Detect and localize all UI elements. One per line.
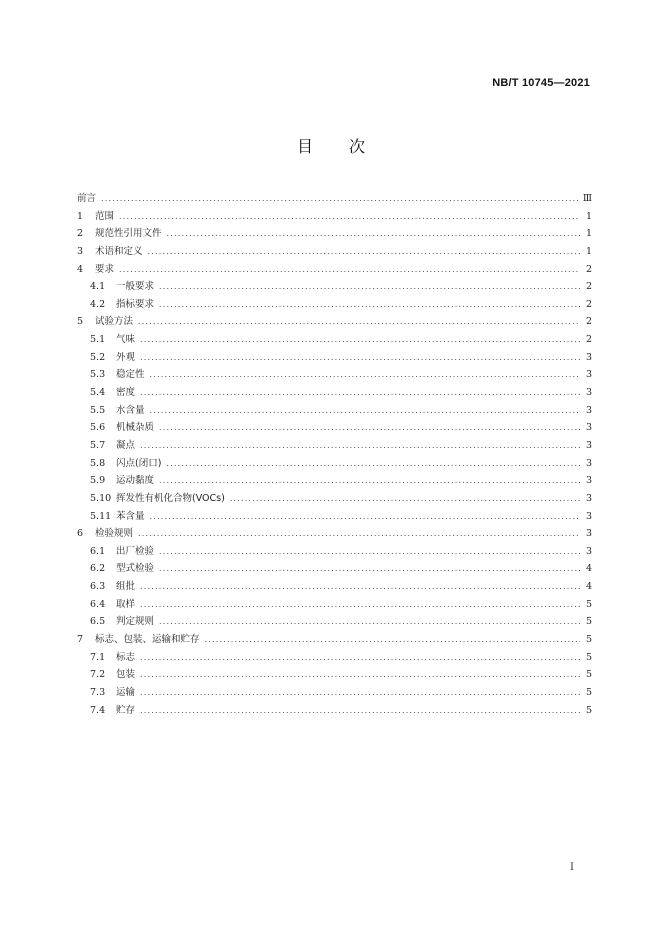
toc-entry[interactable] xyxy=(77,278,592,296)
toc-entry-title: 贮存 xyxy=(116,704,136,716)
toc-entry-title: 运输 xyxy=(116,686,136,698)
toc-dot-leader xyxy=(140,331,580,349)
toc-entry-title: 外观 xyxy=(116,351,136,363)
toc-entry-title: 术语和定义 xyxy=(95,245,143,257)
toc-dot-leader xyxy=(166,455,580,473)
toc-entry-number: 4.1 xyxy=(90,281,106,293)
toc-dot-leader xyxy=(150,402,580,420)
toc-dot-leader xyxy=(167,225,580,243)
toc-entry-number: 7.1 xyxy=(90,651,106,663)
toc-entry-title: 水含量 xyxy=(116,404,145,416)
toc-entry-page: 3 xyxy=(585,351,592,363)
toc-entry-page: 1 xyxy=(585,245,592,257)
toc-dot-leader xyxy=(119,208,580,226)
toc-entry[interactable] xyxy=(77,225,592,243)
toc-entry-number: 6.1 xyxy=(90,545,106,557)
toc-entry[interactable] xyxy=(77,490,592,508)
toc-entry-title: 稳定性 xyxy=(116,369,145,381)
toc-entry-title: 前言 xyxy=(77,193,97,204)
toc-entry[interactable] xyxy=(77,649,592,667)
toc-entry-title: 标志、包装、运输和贮存 xyxy=(95,634,200,646)
toc-dot-leader xyxy=(138,313,580,331)
toc-dot-leader xyxy=(140,384,580,402)
toc-entry[interactable] xyxy=(77,366,592,384)
toc-entry-page: 5 xyxy=(585,634,592,646)
toc-entry[interactable] xyxy=(77,684,592,702)
toc-entry-page: 3 xyxy=(585,404,592,416)
toc-entry-number: 6.2 xyxy=(90,563,106,575)
toc-entry-number: 7.3 xyxy=(90,686,106,698)
toc-entry-page: 3 xyxy=(585,457,592,469)
standard-number: NB/T 10745—2021 xyxy=(492,77,590,89)
toc-entry-number: 5.4 xyxy=(90,387,106,399)
toc-entry-title: 凝点 xyxy=(116,439,136,451)
toc-entry-title: 要求 xyxy=(95,263,115,275)
toc-entry-title: 检验规则 xyxy=(95,528,134,540)
toc-entry-title: 型式检验 xyxy=(116,563,155,575)
toc-entry-number: 2 xyxy=(77,228,84,240)
toc-entry-title: 判定规则 xyxy=(116,616,155,628)
toc-entry-number: 5.7 xyxy=(90,439,106,451)
toc-entry-page: 3 xyxy=(585,510,592,522)
toc-entry-title: 密度 xyxy=(116,387,136,399)
toc-entry-page: 5 xyxy=(585,686,592,698)
toc-entry-number: 5.3 xyxy=(90,369,106,381)
toc-entry-number: 4 xyxy=(77,263,84,275)
toc-dot-leader xyxy=(230,490,580,508)
toc-dot-leader xyxy=(140,349,580,367)
toc-entry[interactable] xyxy=(77,560,592,578)
toc-entry[interactable] xyxy=(77,384,592,402)
toc-entry-number: 3 xyxy=(77,245,84,257)
toc-dot-leader xyxy=(140,666,580,684)
toc-entry-number: 5.1 xyxy=(90,334,106,346)
toc-entry-number: 6.4 xyxy=(90,598,106,610)
toc-entry-title: 苯含量 xyxy=(116,510,145,522)
toc-dot-leader xyxy=(159,543,580,561)
toc-entry[interactable] xyxy=(77,525,592,543)
toc-entry[interactable] xyxy=(77,472,592,490)
toc-entry[interactable] xyxy=(77,508,592,526)
toc-entry-page: 5 xyxy=(585,669,592,681)
toc-entry[interactable] xyxy=(77,578,592,596)
toc-entry-title: 出厂检验 xyxy=(116,545,155,557)
toc-entry-page: 3 xyxy=(585,492,592,504)
toc-entry[interactable] xyxy=(77,455,592,473)
toc-dot-leader xyxy=(159,472,580,490)
toc-entry[interactable] xyxy=(77,331,592,349)
toc-entry-number: 7.4 xyxy=(90,704,106,716)
toc-entry-number: 6.5 xyxy=(90,616,106,628)
toc-entry-title: 标志 xyxy=(116,651,136,663)
toc-entry-title: 一般要求 xyxy=(116,281,155,293)
toc-entry-title: 组批 xyxy=(116,581,136,593)
toc-dot-leader xyxy=(101,190,579,208)
toc-dot-leader xyxy=(150,366,580,384)
toc-entry-page: 3 xyxy=(585,369,592,381)
toc-dot-leader xyxy=(119,261,580,279)
toc-entry-title: 包装 xyxy=(116,669,136,681)
toc-entry-title: 运动黏度 xyxy=(116,475,155,487)
toc-entry[interactable] xyxy=(77,208,592,226)
toc-entry-page: 3 xyxy=(585,387,592,399)
toc-title-char: 目 xyxy=(296,137,313,156)
toc-entry-page: 4 xyxy=(585,581,592,593)
toc-entry-title: 规范性引用文件 xyxy=(95,228,162,240)
toc-entry-page: 2 xyxy=(585,316,592,328)
toc-entry-number: 5.6 xyxy=(90,422,106,434)
toc-entry[interactable] xyxy=(77,313,592,331)
toc-entry-page: 3 xyxy=(585,475,592,487)
toc-dot-leader xyxy=(159,419,580,437)
toc-dot-leader xyxy=(159,560,580,578)
toc-entry-number: 5.11 xyxy=(90,510,112,522)
toc-entry[interactable] xyxy=(77,702,592,720)
toc-dot-leader xyxy=(140,649,580,667)
toc-entry-title: 范围 xyxy=(95,210,115,222)
toc-entry[interactable] xyxy=(77,613,592,631)
toc-entry-page: 5 xyxy=(585,616,592,628)
toc-entry-page: 2 xyxy=(585,263,592,275)
toc-entry-page: 5 xyxy=(585,598,592,610)
toc-entry-page: 3 xyxy=(585,439,592,451)
toc-entry[interactable] xyxy=(77,190,592,208)
toc-entry-number: 1 xyxy=(77,210,84,222)
toc-entry-number: 6.3 xyxy=(90,581,106,593)
toc-dot-leader xyxy=(159,278,580,296)
toc-entry-number: 4.2 xyxy=(90,298,106,310)
toc-dot-leader xyxy=(205,631,580,649)
toc-entry-title: 挥发性有机化合物(VOCs) xyxy=(116,492,225,504)
toc-entry-page: 4 xyxy=(585,563,592,575)
toc-entry-page: 3 xyxy=(585,545,592,557)
toc-entry[interactable] xyxy=(77,261,592,279)
toc-dot-leader xyxy=(148,243,580,261)
toc-dot-leader xyxy=(140,596,580,614)
toc-entry-title: 试验方法 xyxy=(95,316,134,328)
toc-entry-number: 5 xyxy=(77,316,84,328)
toc-entry-page: 1 xyxy=(585,228,592,240)
toc-dot-leader xyxy=(140,702,580,720)
toc-entry[interactable] xyxy=(77,296,592,314)
toc-entry-page: Ⅲ xyxy=(582,193,592,204)
toc-entry-number: 5.10 xyxy=(90,492,112,504)
toc-entry-number: 5.8 xyxy=(90,457,106,469)
toc-entry[interactable] xyxy=(77,596,592,614)
toc-entry-page: 5 xyxy=(585,704,592,716)
toc-dot-leader xyxy=(140,437,580,455)
toc-entry-title: 指标要求 xyxy=(116,298,155,310)
toc-dot-leader xyxy=(138,525,580,543)
toc-dot-leader xyxy=(159,613,580,631)
table-of-contents xyxy=(77,190,592,719)
toc-entry-title: 机械杂质 xyxy=(116,422,155,434)
toc-entry[interactable] xyxy=(77,666,592,684)
toc-dot-leader xyxy=(140,578,580,596)
toc-entry-number: 5.2 xyxy=(90,351,106,363)
toc-entry[interactable] xyxy=(77,631,592,649)
toc-entry-page: 1 xyxy=(585,210,592,222)
toc-dot-leader xyxy=(150,508,580,526)
toc-entry[interactable] xyxy=(77,349,592,367)
toc-entry-page: 2 xyxy=(585,298,592,310)
page-number: I xyxy=(570,862,574,873)
toc-entry-page: 2 xyxy=(585,334,592,346)
toc-entry-number: 7 xyxy=(77,634,84,646)
toc-entry-page: 5 xyxy=(585,651,592,663)
toc-entry[interactable] xyxy=(77,243,592,261)
toc-entry-number: 7.2 xyxy=(90,669,106,681)
toc-entry-number: 5.5 xyxy=(90,404,106,416)
toc-entry-title: 取样 xyxy=(116,598,136,610)
toc-entry-title: 闪点(闭口) xyxy=(116,457,162,469)
toc-entry-page: 3 xyxy=(585,528,592,540)
toc-entry-page: 2 xyxy=(585,281,592,293)
toc-entry[interactable] xyxy=(77,437,592,455)
toc-entry-title: 气味 xyxy=(116,334,136,346)
toc-dot-leader xyxy=(140,684,580,702)
toc-dot-leader xyxy=(159,296,580,314)
toc-entry[interactable] xyxy=(77,419,592,437)
toc-title xyxy=(0,134,662,157)
toc-entry-number: 6 xyxy=(77,528,84,540)
toc-entry-page: 3 xyxy=(585,422,592,434)
toc-entry[interactable] xyxy=(77,543,592,561)
toc-title-char: 次 xyxy=(349,137,366,156)
toc-entry[interactable] xyxy=(77,402,592,420)
toc-entry-number: 5.9 xyxy=(90,475,106,487)
